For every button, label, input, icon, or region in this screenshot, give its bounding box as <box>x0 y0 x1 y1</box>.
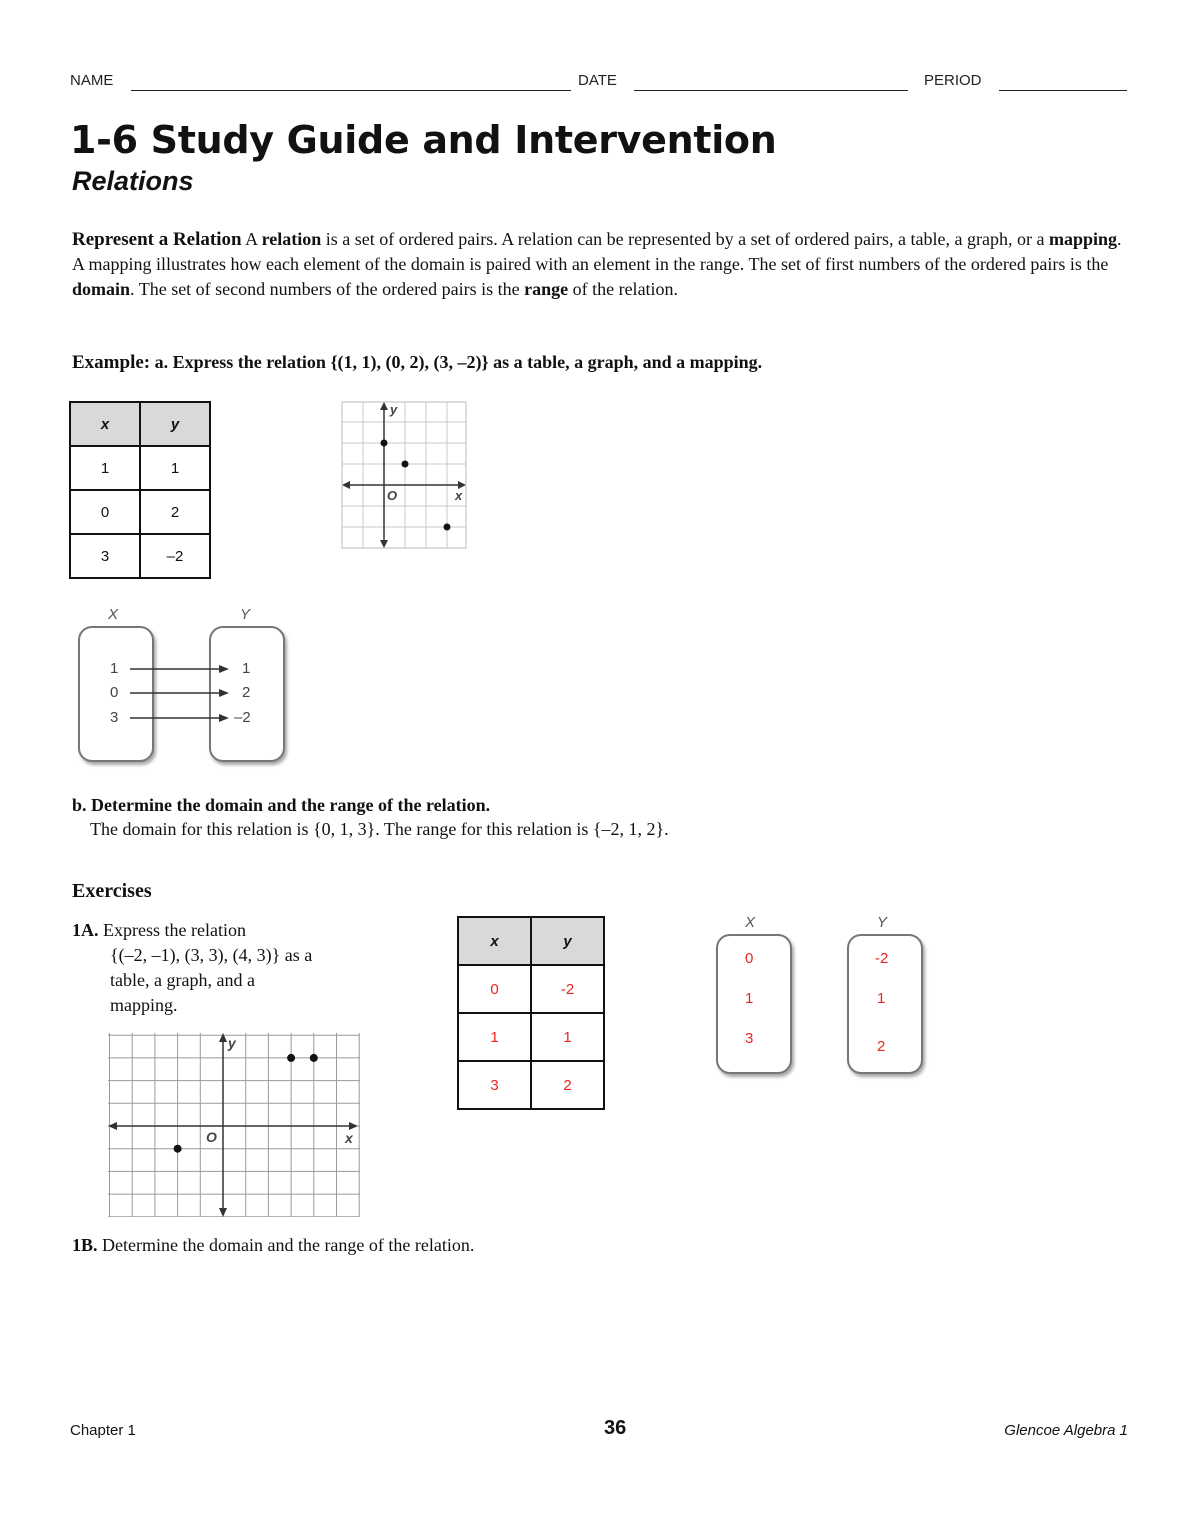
date-field[interactable] <box>634 90 908 91</box>
exercise-1b-text: Determine the domain and the range of the relation. <box>97 1235 475 1255</box>
exercise-1a-text: {(–2, –1), (3, 3), (4, 3)} as a <box>110 945 313 965</box>
term-relation: relation <box>261 229 322 249</box>
term-domain: domain <box>72 279 131 299</box>
term-mapping: mapping <box>1048 229 1118 249</box>
mapping-range-value: 1 <box>242 660 251 677</box>
mapping-x-label: X <box>108 606 119 623</box>
exercise-1a-text: table, a graph, and a <box>110 970 255 990</box>
mapping-domain-value: 3 <box>745 1030 754 1047</box>
table-cell: 3 <box>70 534 140 578</box>
table-cell: 2 <box>140 490 210 534</box>
intro-text: of the relation. <box>568 279 679 299</box>
y-axis-label: y <box>390 402 398 417</box>
intro-text: . A mapping illustrates how each element of the domain is paired with an element in the range. The set of first numbers of the ordered pairs is the <box>72 229 1122 274</box>
y-axis-label: y <box>228 1035 236 1051</box>
answer-cell[interactable]: -2 <box>531 965 604 1013</box>
origin-label: O <box>206 1129 217 1145</box>
mapping-arrows <box>125 660 235 730</box>
intro-text: A <box>241 229 262 249</box>
mapping-domain-value: 1 <box>110 660 119 677</box>
table-header-y: y <box>531 917 604 965</box>
mapping-domain-box[interactable] <box>716 934 792 1074</box>
y-axis-arrow-down <box>219 1208 227 1217</box>
name-label: NAME <box>70 72 114 89</box>
x-axis-arrow-right <box>349 1122 358 1130</box>
answer-cell[interactable]: 0 <box>458 965 531 1013</box>
table-cell: –2 <box>140 534 210 578</box>
mapping-x-label: X <box>745 914 756 931</box>
plot-point <box>174 1145 182 1153</box>
plot-point <box>402 461 409 468</box>
grid-lines <box>108 1033 360 1217</box>
footer-book-title: Glencoe Algebra 1 <box>1004 1422 1128 1439</box>
footer-page-number: 36 <box>604 1417 627 1439</box>
exercises-heading: Exercises <box>72 880 152 902</box>
plot-point <box>444 524 451 531</box>
table-header-x: x <box>458 917 531 965</box>
arrow-head-icon <box>219 714 229 722</box>
x-axis-label: x <box>455 488 463 503</box>
mapping-domain-value: 1 <box>745 990 754 1007</box>
answer-cell[interactable]: 1 <box>458 1013 531 1061</box>
mapping-range-value: -2 <box>875 950 889 967</box>
arrow-head-icon <box>219 665 229 673</box>
mapping-y-label: Y <box>240 606 251 623</box>
y-axis-arrow-up <box>219 1033 227 1042</box>
table-header-y: y <box>140 402 210 446</box>
exercise-1b <box>72 1235 474 1256</box>
period-field[interactable] <box>999 90 1127 91</box>
intro-text: . The set of second numbers of the ordered pairs is the <box>130 279 525 299</box>
answer-cell[interactable]: 3 <box>458 1061 531 1109</box>
mapping-y-label: Y <box>877 914 888 931</box>
date-label: DATE <box>578 72 617 89</box>
exercise-1a-text: Express the relation <box>98 920 246 940</box>
mapping-domain-value: 3 <box>110 709 119 726</box>
table-cell: 1 <box>70 446 140 490</box>
mapping-range-value: 2 <box>877 1038 886 1055</box>
page-title: 1-6 Study Guide and Intervention <box>70 118 777 162</box>
exercise-table <box>457 916 605 1110</box>
answer-cell[interactable]: 2 <box>531 1061 604 1109</box>
intro-text: is a set of ordered pairs. A relation can be represented by a set of ordered pairs, a table, a graph, or a <box>321 229 1049 249</box>
name-field[interactable] <box>131 90 571 91</box>
mapping-range-value: –2 <box>234 709 251 726</box>
term-range: range <box>524 279 569 299</box>
plot-point <box>310 1054 318 1062</box>
answer-cell[interactable]: 1 <box>531 1013 604 1061</box>
example-part-a: a. Express the relation {(1, 1), (0, 2), (3, –2)} as a table, a graph, and a mapping. <box>150 352 763 372</box>
exercise-1b-label: 1B. <box>72 1235 98 1255</box>
plot-point <box>287 1054 295 1062</box>
period-label: PERIOD <box>924 72 982 89</box>
example-heading <box>72 352 762 374</box>
example-label: Example: <box>72 352 151 373</box>
origin-label: O <box>387 488 398 503</box>
part-b-question: b. Determine the domain and the range of the relation. <box>72 795 491 815</box>
mapping-range-value: 2 <box>242 684 251 701</box>
example-graph <box>340 400 470 552</box>
exercise-1a <box>72 918 312 1018</box>
part-b-answer: The domain for this relation is {0, 1, 3}. The range for this relation is {–2, 1, 2}. <box>90 819 669 839</box>
intro-heading: Represent a Relation <box>72 229 242 250</box>
arrow-head-icon <box>219 689 229 697</box>
table-cell: 0 <box>70 490 140 534</box>
exercise-1a-text: mapping. <box>110 995 178 1015</box>
exercise-1a-label: 1A. <box>72 920 99 940</box>
example-table <box>69 401 211 579</box>
mapping-domain-value: 0 <box>110 684 119 701</box>
mapping-domain-value: 0 <box>745 950 754 967</box>
x-axis-label: x <box>345 1130 353 1146</box>
plot-point <box>381 440 388 447</box>
page-subtitle: Relations <box>72 166 194 196</box>
footer-chapter: Chapter 1 <box>70 1422 136 1439</box>
mapping-range-value: 1 <box>877 990 886 1007</box>
table-header-x: x <box>70 402 140 446</box>
exercise-graph[interactable] <box>108 1033 360 1217</box>
table-cell: 1 <box>140 446 210 490</box>
intro-paragraph <box>72 227 1132 302</box>
